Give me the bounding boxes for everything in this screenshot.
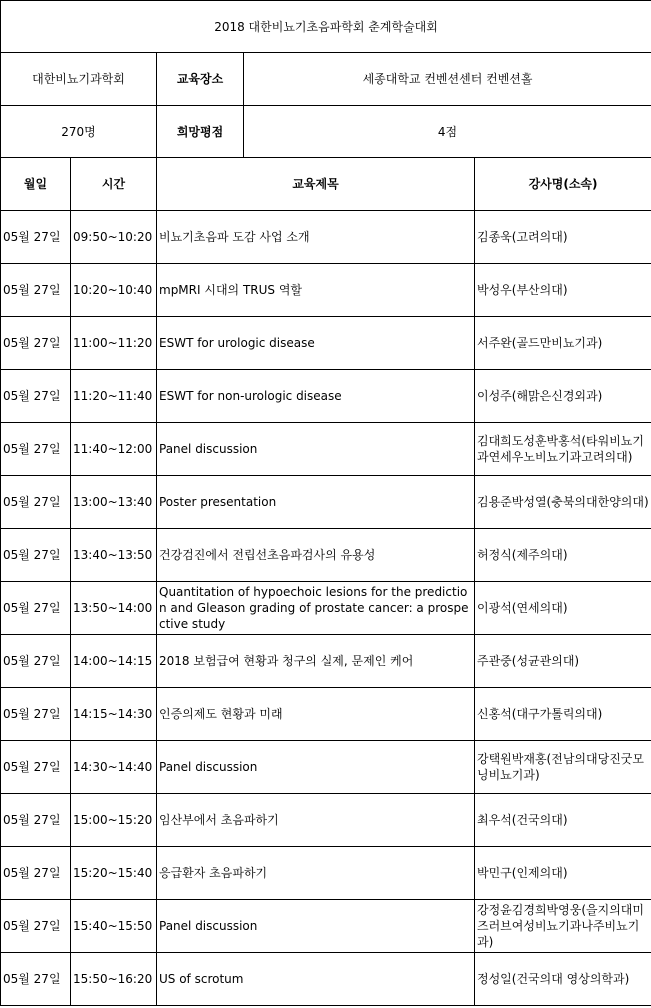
session-title: 임산부에서 초음파하기 (157, 794, 475, 847)
session-date: 05월 27일 (1, 900, 71, 953)
session-time: 11:40~12:00 (71, 423, 157, 476)
table-row (1, 317, 651, 370)
session-lecturer: 서주완(골드만비뇨기과) (475, 317, 651, 370)
event-title: 2018 대한비뇨기초음파학회 춘계학술대회 (1, 1, 651, 53)
table-row (1, 847, 651, 900)
session-lecturer: 박성우(부산의대) (475, 264, 651, 317)
session-lecturer: 박민구(인제의대) (475, 847, 651, 900)
session-time: 15:00~15:20 (71, 794, 157, 847)
session-lecturer: 이광석(연세의대) (475, 582, 651, 635)
session-title: 2018 보험급여 현황과 청구의 실제, 문제인 케어 (157, 635, 475, 688)
session-lecturer: 강정윤김경희박영웅(을지의대미즈러브여성비뇨기과나주비뇨기과) (475, 900, 651, 953)
table-row (1, 953, 651, 1006)
session-time: 15:20~15:40 (71, 847, 157, 900)
title-row (1, 1, 651, 53)
session-lecturer: 정성일(건국의대 영상의학과) (475, 953, 651, 1006)
session-time: 14:30~14:40 (71, 741, 157, 794)
table-row (1, 688, 651, 741)
session-date: 05월 27일 (1, 741, 71, 794)
session-title: Panel discussion (157, 900, 475, 953)
session-date: 05월 27일 (1, 635, 71, 688)
session-lecturer: 허정식(제주의대) (475, 529, 651, 582)
session-lecturer: 김용준박성열(충북의대한양의대) (475, 476, 651, 529)
session-lecturer: 신홍석(대구가톨릭의대) (475, 688, 651, 741)
session-lecturer: 김종욱(고려의대) (475, 211, 651, 264)
session-list (1, 211, 651, 1006)
session-title: mpMRI 시대의 TRUS 역할 (157, 264, 475, 317)
table-row (1, 476, 651, 529)
points-label: 희망평점 (157, 106, 244, 158)
session-date: 05월 27일 (1, 317, 71, 370)
session-title: US of scrotum (157, 953, 475, 1006)
session-time: 15:40~15:50 (71, 900, 157, 953)
header-lecturer: 강사명(소속) (475, 158, 651, 211)
header-title: 교육제목 (157, 158, 475, 211)
attendance: 270명 (1, 106, 157, 158)
venue-label: 교육장소 (157, 53, 244, 106)
session-lecturer: 김대희도성훈박홍석(타워비뇨기과연세우노비뇨기과고려의대) (475, 423, 651, 476)
session-title: 인증의제도 현황과 미래 (157, 688, 475, 741)
session-time: 15:50~16:20 (71, 953, 157, 1006)
session-time: 11:00~11:20 (71, 317, 157, 370)
session-date: 05월 27일 (1, 529, 71, 582)
session-title: Panel discussion (157, 423, 475, 476)
table-row (1, 423, 651, 476)
table-row (1, 741, 651, 794)
session-date: 05월 27일 (1, 582, 71, 635)
session-lecturer: 최우석(건국의대) (475, 794, 651, 847)
session-date: 05월 27일 (1, 794, 71, 847)
table-row (1, 794, 651, 847)
session-time: 10:20~10:40 (71, 264, 157, 317)
session-title: 응급환자 초음파하기 (157, 847, 475, 900)
session-date: 05월 27일 (1, 688, 71, 741)
session-time: 14:15~14:30 (71, 688, 157, 741)
session-date: 05월 27일 (1, 847, 71, 900)
session-date: 05월 27일 (1, 264, 71, 317)
session-title: Panel discussion (157, 741, 475, 794)
session-time: 13:00~13:40 (71, 476, 157, 529)
header-date: 월일 (1, 158, 71, 211)
session-date: 05월 27일 (1, 370, 71, 423)
session-title: Quantitation of hypoechoic lesions for the prediction and Gleason grading of prostate cancer: a prospective study (157, 582, 475, 635)
info-row-points (1, 106, 651, 158)
session-date: 05월 27일 (1, 476, 71, 529)
session-time: 13:50~14:00 (71, 582, 157, 635)
session-title: 비뇨기초음파 도감 사업 소개 (157, 211, 475, 264)
info-row-venue (1, 53, 651, 106)
table-row (1, 264, 651, 317)
session-title: ESWT for urologic disease (157, 317, 475, 370)
session-lecturer: 이성주(해맑은신경외과) (475, 370, 651, 423)
table-row (1, 211, 651, 264)
table-row (1, 635, 651, 688)
table-row (1, 370, 651, 423)
session-date: 05월 27일 (1, 423, 71, 476)
session-lecturer: 강택원박재홍(전남의대당진굿모닝비뇨기과) (475, 741, 651, 794)
session-time: 11:20~11:40 (71, 370, 157, 423)
venue-value: 세종대학교 컨벤션센터 컨벤션홀 (244, 53, 651, 106)
organizer: 대한비뇨기과학회 (1, 53, 157, 106)
session-title: 건강검진에서 전립선초음파검사의 유용성 (157, 529, 475, 582)
session-date: 05월 27일 (1, 211, 71, 264)
session-time: 14:00~14:15 (71, 635, 157, 688)
table-row (1, 900, 651, 953)
points-value: 4점 (244, 106, 651, 158)
session-title: ESWT for non-urologic disease (157, 370, 475, 423)
session-time: 09:50~10:20 (71, 211, 157, 264)
header-row (1, 158, 651, 211)
session-date: 05월 27일 (1, 953, 71, 1006)
session-time: 13:40~13:50 (71, 529, 157, 582)
session-title: Poster presentation (157, 476, 475, 529)
session-lecturer: 주관중(성균관의대) (475, 635, 651, 688)
table-row (1, 529, 651, 582)
header-time: 시간 (71, 158, 157, 211)
table-row (1, 582, 651, 635)
